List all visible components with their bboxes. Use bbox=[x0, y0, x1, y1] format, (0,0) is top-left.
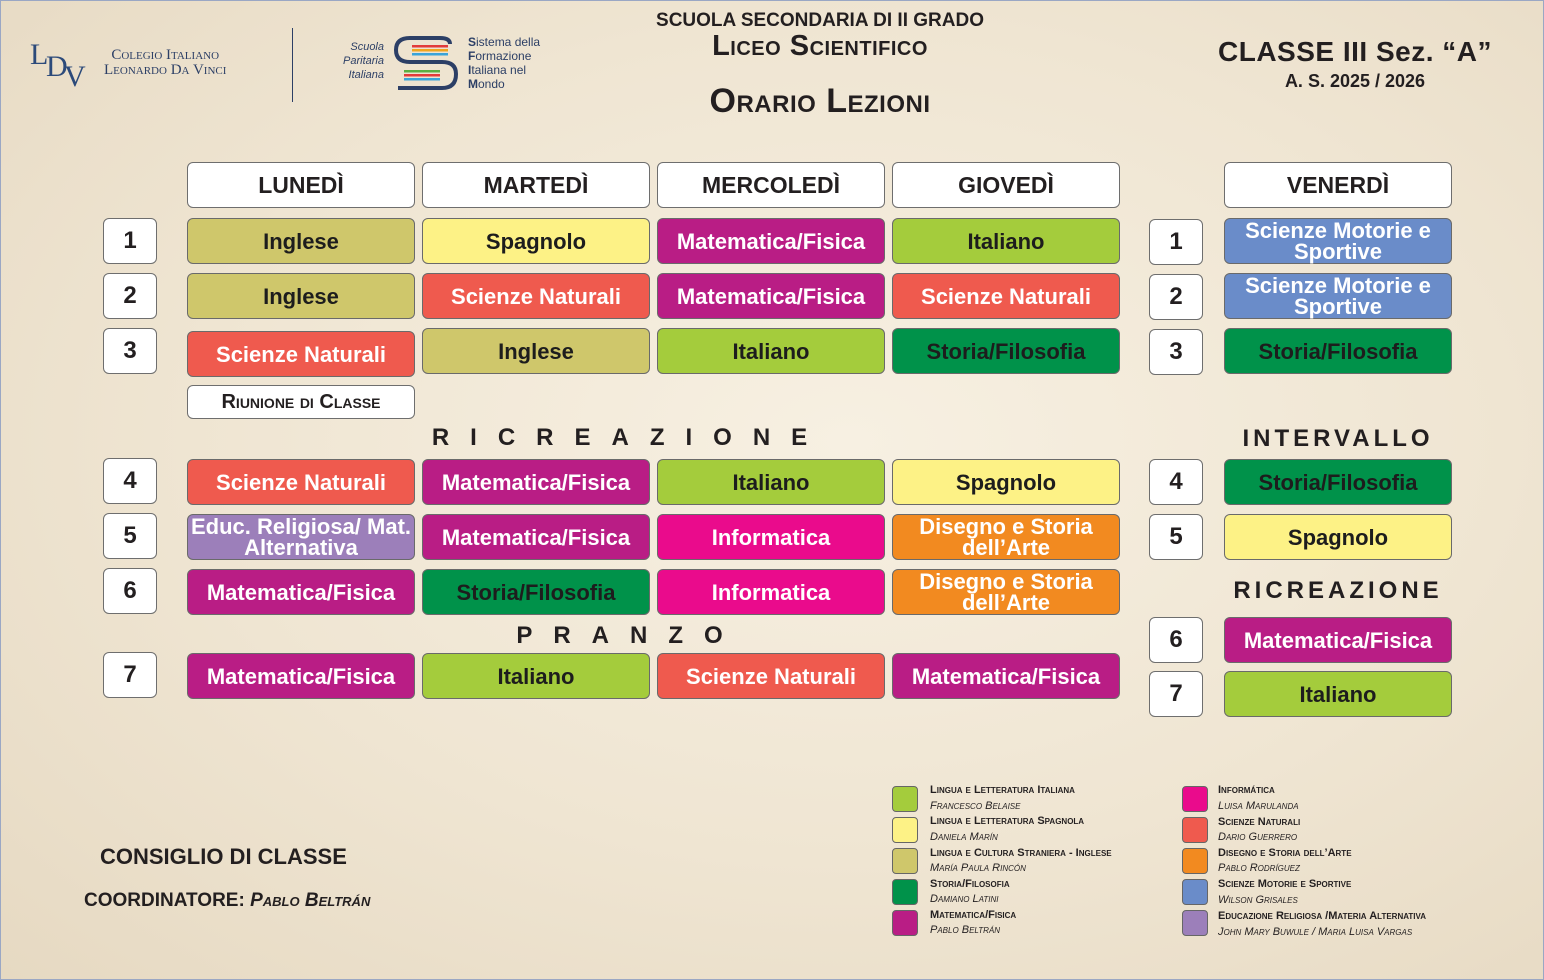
school-level: SCUOLA SECONDARIA DI II GRADO bbox=[656, 10, 984, 31]
ven-period-number-5: 5 bbox=[1149, 514, 1203, 560]
ven-period-number-7: 7 bbox=[1149, 671, 1203, 717]
cell-gio-4: Spagnolo bbox=[892, 459, 1120, 505]
cell-lun-6: Matematica/Fisica bbox=[187, 569, 415, 615]
period-number-7: 7 bbox=[103, 652, 157, 698]
legend-swatch-scienze bbox=[1182, 817, 1208, 843]
class-label: CLASSE III Sez. “A” bbox=[1218, 36, 1492, 67]
cell-lun-5: Educ. Religiosa/ Mat. Alternativa bbox=[187, 514, 415, 560]
coordinatore-name: Pablo Beltrán bbox=[250, 890, 371, 911]
legend-teacher: Pablo Rodríguez bbox=[1218, 862, 1300, 874]
liceo-title: Liceo Scientifico bbox=[712, 30, 928, 62]
cell-mar-2: Scienze Naturali bbox=[422, 273, 650, 319]
legend-swatch-disegno bbox=[1182, 848, 1208, 874]
legend-teacher: Wilson Grisales bbox=[1218, 894, 1298, 906]
legend-subject: Storia/Filosofia bbox=[930, 878, 1010, 890]
legend-swatch-motorie bbox=[1182, 879, 1208, 905]
cell-mar-1: Spagnolo bbox=[422, 218, 650, 264]
sfim-line3: Italiana nel bbox=[468, 63, 527, 77]
cell-gio-6: Disegno e Storia dell’Arte bbox=[892, 569, 1120, 615]
coordinatore bbox=[84, 890, 370, 912]
cell-ven-4: Storia/Filosofia bbox=[1224, 459, 1452, 505]
legend-swatch-spagnolo bbox=[892, 817, 918, 843]
cell-mer-3: Italiano bbox=[657, 328, 885, 374]
cell-ven-5: Spagnolo bbox=[1224, 514, 1452, 560]
cell-gio-1: Italiano bbox=[892, 218, 1120, 264]
period-number-1: 1 bbox=[103, 218, 157, 264]
cell-mer-7: Scienze Naturali bbox=[657, 653, 885, 699]
cell-mar-4: Matematica/Fisica bbox=[422, 459, 650, 505]
cell-lun-3: Scienze Naturali bbox=[187, 331, 415, 377]
day-header-lunedi: LUNEDÌ bbox=[187, 162, 415, 208]
cell-lun-4: Scienze Naturali bbox=[187, 459, 415, 505]
cell-lun-7: Matematica/Fisica bbox=[187, 653, 415, 699]
day-header-mercoledi: MERCOLEDÌ bbox=[657, 162, 885, 208]
legend-subject: Matematica/Fisica bbox=[930, 909, 1017, 921]
cell-ven-3: Storia/Filosofia bbox=[1224, 328, 1452, 374]
cell-mar-6: Storia/Filosofia bbox=[422, 569, 650, 615]
cell-gio-7: Matematica/Fisica bbox=[892, 653, 1120, 699]
cell-mer-2: Matematica/Fisica bbox=[657, 273, 885, 319]
legend-teacher: Damiano Latini bbox=[930, 893, 999, 905]
sfim-line1: Sistema della bbox=[468, 35, 541, 49]
sfim-label bbox=[468, 35, 540, 91]
pranzo-band: PRANZO bbox=[516, 622, 744, 649]
logo-letter-d: D bbox=[46, 50, 68, 83]
legend-swatch-inglese bbox=[892, 848, 918, 874]
cell-mer-5: Informatica bbox=[657, 514, 885, 560]
cell-ven-6: Matematica/Fisica bbox=[1224, 617, 1452, 663]
legend-subject: Lingua e Letteratura Spagnola bbox=[930, 815, 1085, 827]
legend-subject: Informática bbox=[1218, 784, 1275, 796]
school-name bbox=[104, 48, 226, 78]
ven-period-number-2: 2 bbox=[1149, 274, 1203, 320]
cell-gio-2: Scienze Naturali bbox=[892, 273, 1120, 319]
legend-teacher: Dario Guerrero bbox=[1218, 831, 1298, 843]
cell-mer-6: Informatica bbox=[657, 569, 885, 615]
legend-teacher: John Mary Buwule / Maria Luisa Vargas bbox=[1218, 926, 1413, 938]
cell-gio-3: Storia/Filosofia bbox=[892, 328, 1120, 374]
cell-ven-1: Scienze Motorie e Sportive bbox=[1224, 218, 1452, 264]
legend-subject: Lingua e Cultura Straniera - Inglese bbox=[930, 847, 1112, 859]
legend-teacher: María Paula Rincón bbox=[930, 862, 1026, 874]
ven-period-number-6: 6 bbox=[1149, 617, 1203, 663]
legend-teacher: Luisa Marulanda bbox=[1218, 800, 1299, 812]
day-header-venerdi: VENERDÌ bbox=[1224, 162, 1452, 208]
ven-period-number-4: 4 bbox=[1149, 459, 1203, 505]
period-number-3: 3 bbox=[103, 328, 157, 374]
cell-lun-1: Inglese bbox=[187, 218, 415, 264]
coordinatore-label: COORDINATORE: bbox=[84, 890, 251, 911]
cell-mar-5: Matematica/Fisica bbox=[422, 514, 650, 560]
legend-teacher: Pablo Beltrán bbox=[930, 924, 1001, 936]
ricreazione-venerdi-band: RICREAZIONE bbox=[1233, 577, 1443, 604]
legend-swatch-storia bbox=[892, 879, 918, 905]
day-header-martedi: MARTEDÌ bbox=[422, 162, 650, 208]
period-number-5: 5 bbox=[103, 513, 157, 559]
paritaria-label bbox=[330, 40, 384, 82]
legend-swatch-religione bbox=[1182, 910, 1208, 936]
ldv-logo bbox=[30, 38, 90, 93]
school-year: A. S. 2025 / 2026 bbox=[1284, 71, 1426, 91]
logo-letter-l: L bbox=[30, 38, 49, 71]
school-name-line2: Leonardo Da Vinci bbox=[104, 62, 227, 78]
paritaria-line2: Paritaria bbox=[343, 55, 384, 67]
legend-subject: Scienze Naturali bbox=[1218, 816, 1301, 828]
cell-ven-2: Scienze Motorie e Sportive bbox=[1224, 273, 1452, 319]
ven-period-number-1: 1 bbox=[1149, 219, 1203, 265]
legend-subject: Scienze Motorie e Sportive bbox=[1218, 878, 1352, 890]
intervallo-band: INTERVALLO bbox=[1242, 425, 1434, 452]
paritaria-line1: Scuola bbox=[350, 41, 384, 53]
legend-swatch-italiano bbox=[892, 786, 918, 812]
consiglio-di-classe: CONSIGLIO DI CLASSE bbox=[100, 844, 347, 869]
legend-swatch-informatica bbox=[1182, 786, 1208, 812]
legend-subject: Lingua e Letteratura Italiana bbox=[930, 784, 1075, 796]
legend-subject: Educazione Religiosa /Materia Alternativa bbox=[1218, 910, 1427, 922]
cell-mer-4: Italiano bbox=[657, 459, 885, 505]
riunione-di-classe-note: Riunione di Classe bbox=[187, 385, 415, 419]
cell-mar-3: Inglese bbox=[422, 328, 650, 374]
legend-teacher: Francesco Belaise bbox=[930, 800, 1021, 812]
period-number-6: 6 bbox=[103, 568, 157, 614]
sfim-line2: Formazione bbox=[468, 49, 532, 63]
school-name-line1: Colegio Italiano bbox=[111, 47, 220, 63]
period-number-4: 4 bbox=[103, 458, 157, 504]
day-header-giovedi: GIOVEDÌ bbox=[892, 162, 1120, 208]
cell-gio-5: Disegno e Storia dell’Arte bbox=[892, 514, 1120, 560]
sfim-line4: Mondo bbox=[468, 77, 505, 91]
ven-period-number-3: 3 bbox=[1149, 329, 1203, 375]
logo-letter-v: V bbox=[64, 60, 86, 93]
cell-ven-7: Italiano bbox=[1224, 671, 1452, 717]
legend-teacher: Daniela Marín bbox=[930, 831, 998, 843]
cell-lun-2: Inglese bbox=[187, 273, 415, 319]
ricreazione-band: RICREAZIONE bbox=[431, 424, 829, 451]
books-logo-icon bbox=[390, 36, 462, 92]
cell-mar-7: Italiano bbox=[422, 653, 650, 699]
cell-mer-1: Matematica/Fisica bbox=[657, 218, 885, 264]
legend-subject: Disegno e Storia dell’Arte bbox=[1218, 847, 1352, 859]
page-title: Orario Lezioni bbox=[709, 82, 931, 120]
paritaria-line3: Italiana bbox=[348, 69, 384, 81]
legend-swatch-matematica bbox=[892, 910, 918, 936]
header-divider bbox=[292, 28, 293, 102]
period-number-2: 2 bbox=[103, 273, 157, 319]
